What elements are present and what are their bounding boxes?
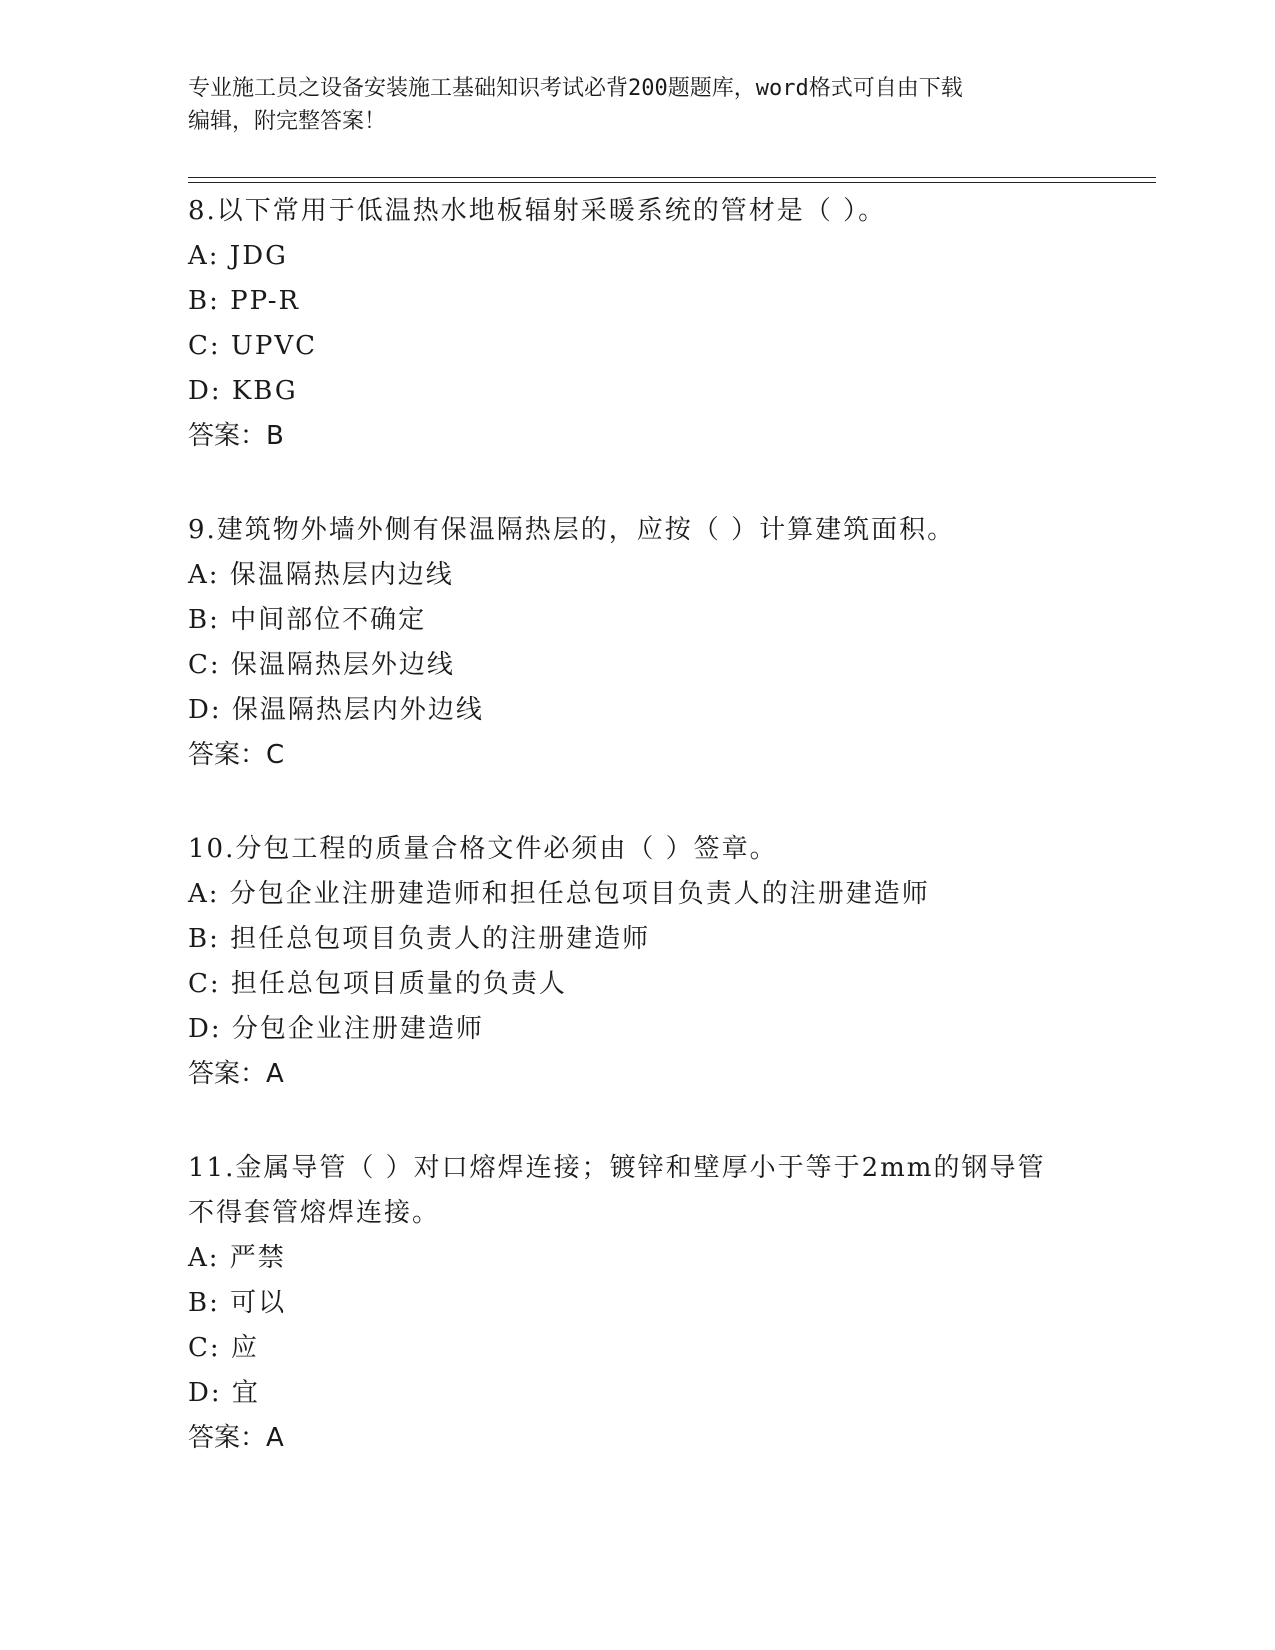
- answer-line: 答案：A: [188, 1059, 284, 1089]
- question-11: [188, 1146, 1148, 1461]
- question-stem: 9.建筑物外墙外侧有保温隔热层的，应按（ ）计算建筑面积。: [188, 515, 956, 545]
- option-b: B: 中间部位不确定: [188, 605, 427, 635]
- option-b: B: 可以: [188, 1288, 287, 1318]
- option-c: C: 担任总包项目质量的负责人: [188, 969, 567, 999]
- question-10: [188, 827, 1148, 1097]
- question-stem: 8.以下常用于低温热水地板辐射采暖系统的管材是（ ）。: [188, 196, 887, 226]
- option-c: C: 应: [188, 1333, 259, 1363]
- header-title-line-2: 编辑，附完整答案！: [188, 109, 387, 134]
- option-d: D: KBG: [188, 376, 298, 406]
- question-stem: 10.分包工程的质量合格文件必须由（ ）签章。: [188, 834, 778, 864]
- option-c: C: UPVC: [188, 331, 317, 361]
- header-divider-bottom: [188, 182, 1156, 183]
- header-divider-top: [188, 177, 1156, 178]
- question-9: [188, 508, 1148, 778]
- option-d: D: 保温隔热层内外边线: [188, 695, 484, 725]
- header-title-line-1: 专业施工员之设备安装施工基础知识考试必背200题题库，word格式可自由下载: [188, 76, 963, 101]
- option-a: A: JDG: [188, 241, 288, 271]
- option-a: A: 分包企业注册建造师和担任总包项目负责人的注册建造师: [188, 879, 930, 909]
- option-a: A: 严禁: [188, 1243, 286, 1273]
- option-d: D: 分包企业注册建造师: [188, 1014, 484, 1044]
- option-c: C: 保温隔热层外边线: [188, 650, 455, 680]
- option-b: B: 担任总包项目负责人的注册建造师: [188, 924, 651, 954]
- question-8: [188, 189, 1148, 459]
- answer-line: 答案：A: [188, 1423, 284, 1453]
- answer-line: 答案：B: [188, 421, 284, 451]
- answer-line: 答案：C: [188, 740, 285, 770]
- option-a: A: 保温隔热层内边线: [188, 560, 454, 590]
- document-header: [188, 72, 1088, 138]
- option-b: B: PP-R: [188, 286, 301, 316]
- question-stem: 11.金属导管（ ）对口熔焊连接；镀锌和壁厚小于等于2mm的钢导管不得套管熔焊连接。: [188, 1153, 1046, 1228]
- option-d: D: 宜: [188, 1378, 260, 1408]
